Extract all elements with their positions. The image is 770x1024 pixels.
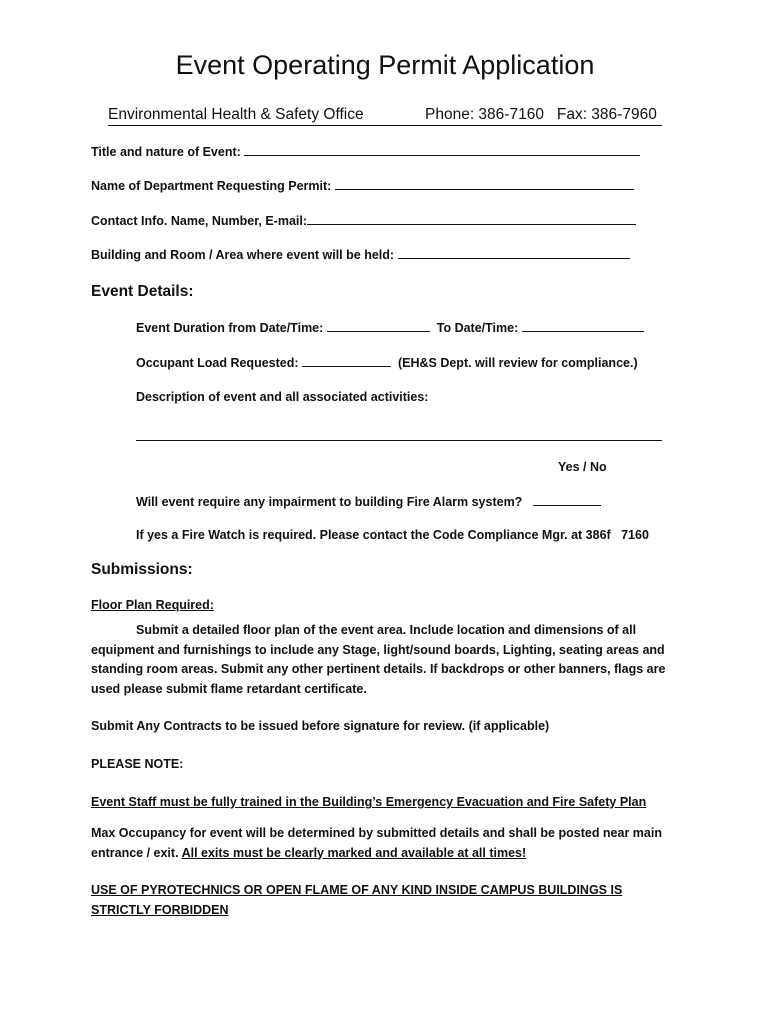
contact-blank[interactable] bbox=[307, 213, 636, 225]
field-department bbox=[91, 178, 634, 193]
exits-text: All exits must be clearly marked and available at all times! bbox=[181, 845, 527, 860]
field-label: Occupant Load Requested: bbox=[136, 356, 299, 370]
fire-alarm-blank[interactable] bbox=[533, 494, 601, 506]
description-blank[interactable] bbox=[136, 429, 662, 441]
office-name: Environmental Health & Safety Office bbox=[108, 106, 364, 123]
field-building bbox=[91, 247, 630, 262]
fire-watch-note: If yes a Fire Watch is required. Please contact the Code Compliance Mgr. at 386f 7160 bbox=[136, 528, 649, 542]
occupant-load-blank[interactable] bbox=[302, 355, 391, 367]
field-label: Building and Room / Area where event will be held: bbox=[91, 248, 395, 262]
building-blank[interactable] bbox=[398, 247, 630, 259]
header-rule bbox=[108, 125, 662, 126]
please-note-label: PLEASE NOTE: bbox=[91, 757, 184, 771]
field-label: Contact Info. Name, Number, E-mail: bbox=[91, 214, 308, 228]
field-label: Name of Department Requesting Permit: bbox=[91, 179, 332, 193]
page-title: Event Operating Permit Application bbox=[175, 50, 595, 80]
floor-plan-text: Submit a detailed floor plan of the event area. Include location and dimensions of all equipment and furnishings to include any Stage, light/sound boards, Lighting, seating areas and standing room areas. Submit any other pertinent details. If backdrops or other banners, flags are used please submit flame retardant certificate. bbox=[91, 623, 666, 696]
title-nature-blank[interactable] bbox=[244, 144, 640, 156]
submissions-heading: Submissions: bbox=[91, 561, 193, 578]
department-blank[interactable] bbox=[335, 178, 634, 190]
max-occupancy-note bbox=[91, 824, 671, 863]
field-label: Title and nature of Event: bbox=[91, 145, 241, 159]
event-details-heading: Event Details: bbox=[91, 283, 194, 300]
field-label: Will event require any impairment to building Fire Alarm system? bbox=[136, 495, 523, 509]
field-occupant-load bbox=[136, 355, 638, 370]
max-occupancy-text: Max Occupancy for event will be determined by submitted details and shall be posted near main entrance / exit. bbox=[91, 826, 662, 860]
to-date-blank[interactable] bbox=[522, 320, 644, 332]
floor-plan-heading: Floor Plan Required: bbox=[91, 598, 214, 612]
pyrotechnics-warning: USE OF PYROTECHNICS OR OPEN FLAME OF ANY KIND INSIDE CAMPUS BUILDINGS IS STRICTLY FORBIDDEN bbox=[91, 883, 623, 917]
field-fire-alarm bbox=[136, 494, 601, 509]
staff-training-note: Event Staff must be fully trained in the Building’s Emergency Evacuation and Fire Safety Plan bbox=[91, 795, 647, 809]
contracts-note: Submit Any Contracts to be issued before signature for review. (if applicable) bbox=[91, 719, 550, 733]
field-title-nature bbox=[91, 144, 640, 159]
field-duration bbox=[136, 320, 644, 335]
review-note: (EH&S Dept. will review for compliance.) bbox=[397, 356, 638, 370]
field-label: Event Duration from Date/Time: bbox=[136, 321, 324, 335]
from-date-blank[interactable] bbox=[327, 320, 430, 332]
field-contact bbox=[91, 213, 636, 228]
field-description: Description of event and all associated activities: bbox=[136, 390, 429, 404]
field-label: To Date/Time: bbox=[436, 321, 519, 335]
yes-no-label: Yes / No bbox=[558, 460, 607, 474]
phone-fax: Phone: 386-7160 Fax: 386-7960 bbox=[425, 106, 657, 123]
